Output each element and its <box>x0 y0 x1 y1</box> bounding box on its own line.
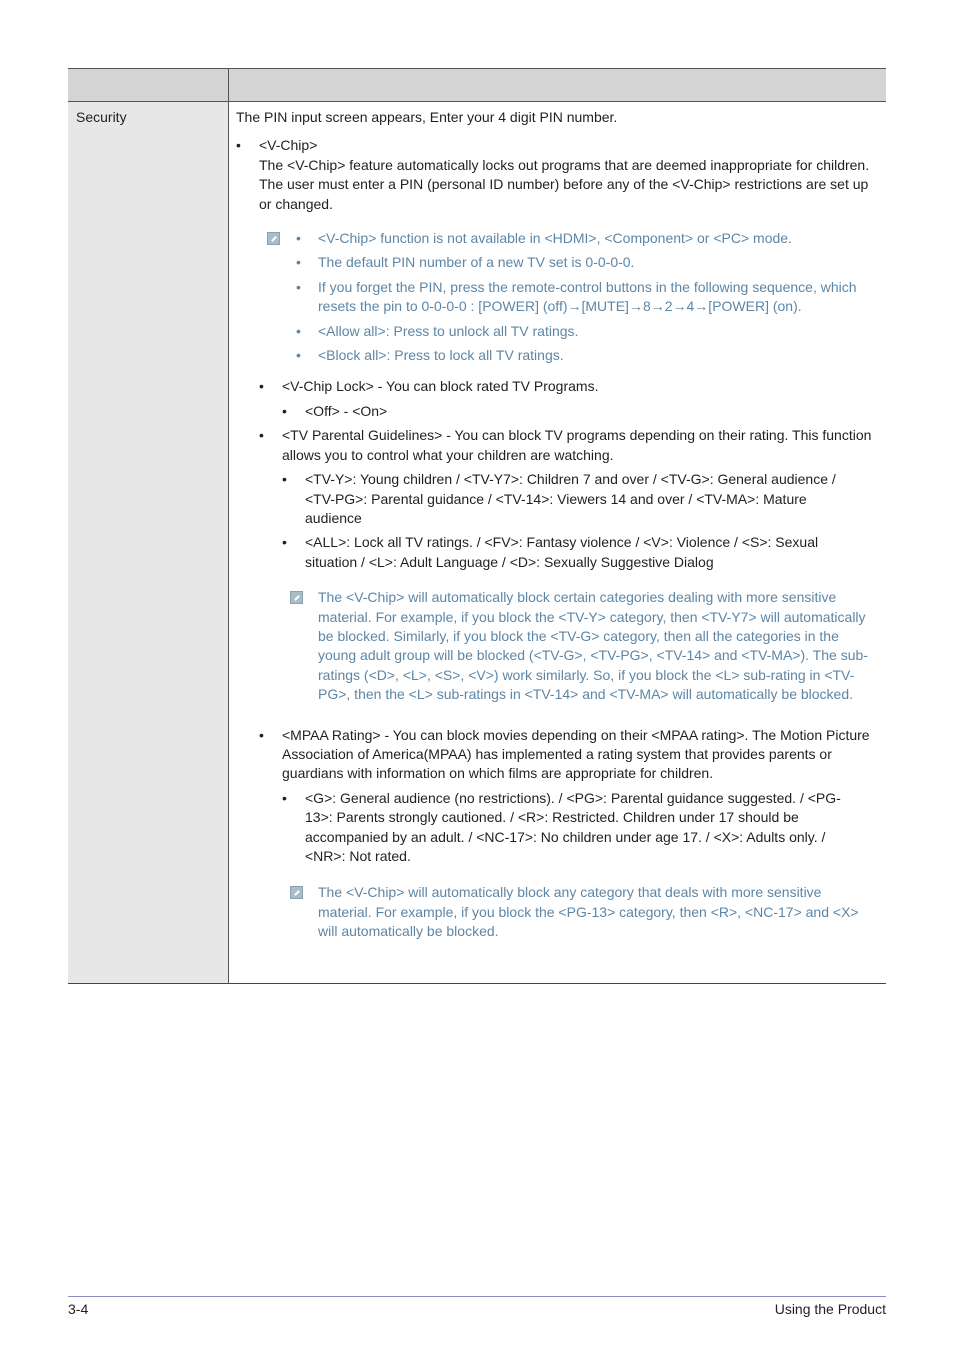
note-icon <box>267 232 280 245</box>
intro-text: The PIN input screen appears, Enter your 4 digit PIN number. <box>236 109 618 125</box>
table-header <box>68 68 886 102</box>
note-item: • <Allow all>: Press to unlock all TV ratings. <box>296 322 579 339</box>
vchip-lock-item <box>236 377 878 421</box>
bullet: • <box>282 402 287 419</box>
note-item: • <Block all>: Press to lock all TV ratings. <box>296 347 564 364</box>
parental-item <box>236 426 878 572</box>
vchip-lock-title: <V-Chip Lock> - You can block rated TV Programs. <box>282 378 599 395</box>
mpaa-note: The <V-Chip> will automatically block any category that deals with more sensitive material. For example, if you block the <PG-13> category, then <R>, <NC-17> and <X> will automatically be blocked. <box>236 883 878 941</box>
vchip-title: <V-Chip> <box>259 137 318 154</box>
mpaa-item <box>236 726 878 867</box>
row-label: Security <box>68 102 229 983</box>
note-item: • If you forget the PIN, press the remote-control buttons in the following sequence, which resets the pin to 0-0-0-0 : [POWER] (off)→[MUTE]→8→2→4→[POWER] (on). <box>296 278 857 315</box>
bullet: • <box>282 789 287 806</box>
vchip-desc: The <V-Chip> feature automatically locks out programs that are deemed inappropriate for children. The user must enter a PIN (personal ID number) before any of the <V-Chip> restrictions are set up or changed. <box>259 156 870 212</box>
vchip-item <box>236 136 878 214</box>
table-row <box>68 102 886 984</box>
header-cell-description <box>229 69 886 101</box>
mpaa-sub: <G>: General audience (no restrictions). / <PG>: Parental guidance suggested. / <PG-13>: Parents strongly cautioned. / <R>: Restricted. Children under 17 should be accompanied by an adult. / <NC-17>: No children under age 17. / <X>: Adults only. / <NR>: Not rated. <box>305 789 841 864</box>
bullet: • <box>282 534 287 551</box>
parental-title: <TV Parental Guidelines> - You can block TV programs depending on their rating. This function allows you to control what your children are watching. <box>282 427 872 463</box>
note-icon <box>290 886 303 899</box>
mpaa-title: <MPAA Rating> - You can block movies depending on their <MPAA rating>. The Motion Picture Association of America(MPAA) has implemented a rating system that provides parents or guardians with information on which films are appropriate for children. <box>282 726 870 782</box>
bullet: • <box>236 137 241 154</box>
footer-divider <box>68 1296 886 1297</box>
bullet: • <box>259 427 264 444</box>
vchip-notes <box>236 229 878 365</box>
parental-sub1: <TV-Y>: Young children / <TV-Y7>: Children 7 and over / <TV-G>: General audience / <TV-PG>: Parental guidance / <TV-14>: Viewers 14 and over / <TV-MA>: Mature audience <box>305 471 836 526</box>
bullet: • <box>259 378 264 395</box>
parental-sub2: <ALL>: Lock all TV ratings. / <FV>: Fantasy violence / <V>: Violence / <S>: Sexual situation / <L>: Adult Language / <D>: Sexually Suggestive Dialog <box>305 534 819 570</box>
settings-table <box>68 68 886 984</box>
bullet: • <box>259 726 264 743</box>
note-icon <box>290 591 303 604</box>
bullet: • <box>282 471 287 488</box>
vchip-lock-sub: <Off> - <On> <box>305 402 388 419</box>
header-cell-menu <box>68 69 229 101</box>
section-title: Using the Product <box>774 1301 886 1317</box>
row-description <box>229 102 886 983</box>
note-item: • The default PIN number of a new TV set is 0-0-0-0. <box>296 254 635 271</box>
note-item: • <V-Chip> function is not available in <HDMI>, <Component> or <PC> mode. <box>296 230 792 247</box>
parental-note: The <V-Chip> will automatically block certain categories dealing with more sensitive material. For example, if you block the <TV-Y> category, then <TV-Y7> will automatically be blocked. Similarly, if you block the <TV-G> category, then all the categories in the young adult group will be blocked (<TV-G>, <TV-PG>, <TV-14> and <TV-MA>). The sub-ratings (<D>, <L>, <S>, <V>) work similarly. So, if you block the <L> sub-rating in <TV-PG>, then the <L> sub-ratings in <TV-14> and <TV-MA> will automatically be blocked. <box>236 588 878 704</box>
page-number: 3-4 <box>68 1301 89 1317</box>
